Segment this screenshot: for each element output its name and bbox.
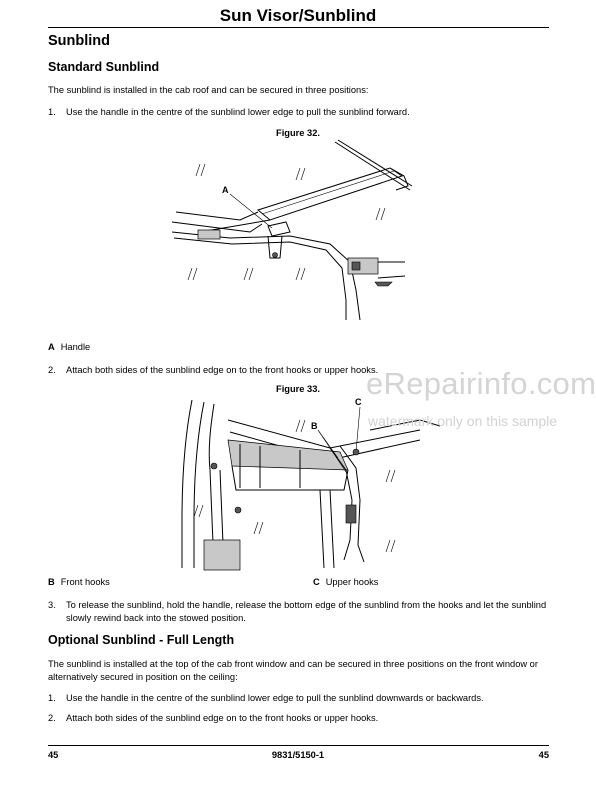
step-text: Attach both sides of the sunblind edge on to the front hooks or upper hooks. [66,365,379,375]
page-title: Sun Visor/Sunblind [219,6,377,25]
key-letter: A [48,342,55,352]
footer-page-left: 45 [48,750,59,760]
step-number: 2. [48,365,56,375]
figure-33-key-b [48,577,110,587]
step-text: Use the handle in the centre of the sunblind lower edge to pull the sunblind downwards or backwards. [66,693,484,703]
key-letter: B [48,577,55,587]
figure-33-key-c [313,577,378,587]
step-number: 1. [48,107,56,117]
step-number: 3. [48,600,56,610]
watermark-site: eRepairinfo.com [366,366,596,401]
key-text: Handle [60,342,91,352]
intro-paragraph-optional: The sunblind is installed at the top of the cab front window and can be secured in three positions on the front window or alternatively secured in position on the ceiling: [48,659,538,682]
section-heading: Sunblind [48,33,111,49]
callout-label-c: C [355,397,362,407]
step-item [48,599,553,625]
step-text: Attach both sides of the sunblind edge on to the front hooks or upper hooks. [66,713,379,723]
footer-rule [48,745,549,746]
step-text: To release the sunblind, hold the handle, release the bottom edge of the sunblind from the hooks and let the sunblind slowly rewind back into the stowed position. [66,600,547,623]
callout-label-a: A [222,185,229,195]
step-number: 2. [48,713,56,723]
step-number: 1. [48,693,56,703]
step-text: Use the handle in the centre of the sunblind lower edge to pull the sunblind forward. [66,107,410,117]
callout-label-b: B [311,421,318,431]
watermark-note: watermark only on this sample [368,413,558,429]
subsection-heading-optional: Optional Sunblind - Full Length [48,633,235,647]
key-letter: C [313,577,320,587]
intro-paragraph-standard: The sunblind is installed in the cab roof and can be secured in three positions: [48,85,369,95]
figure-32-caption: Figure 32. [276,128,320,138]
footer-doc-number: 9831/5150-1 [271,750,325,760]
figure-33-caption: Figure 33. [276,384,320,394]
key-text: Upper hooks [325,577,379,587]
key-text: Front hooks [60,577,110,587]
subsection-heading-standard: Standard Sunblind [48,60,160,74]
footer-page-right: 45 [538,750,549,760]
